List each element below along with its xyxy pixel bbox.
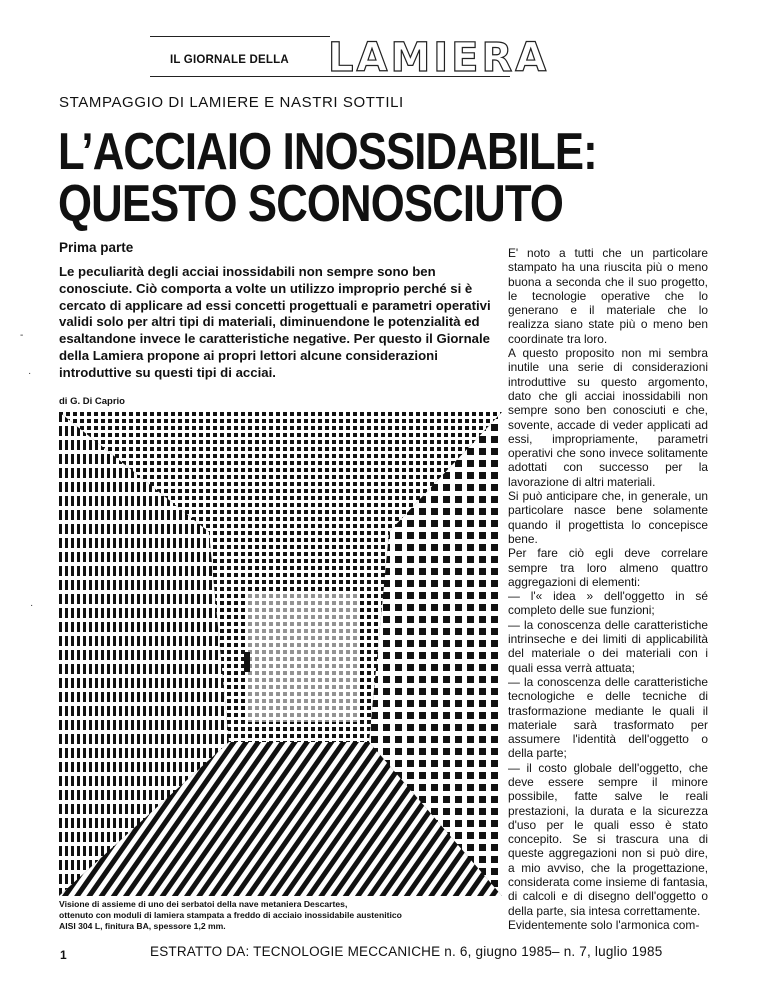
author-byline: di G. Di Caprio — [59, 396, 125, 407]
lead-paragraph: Le peculiarità degli acciai inossidabili non sempre sono ben conosciute. Ciò comporta a volte un utilizzo improprio perché si è cercato di applicare ad essi concetti progettuali e parametri operativi validi solo per altri tipi di materiali, diminuendone le potenzialità ed esaltandone invece le caratteristiche negative. Per questo il Giornale della Lamiera propone ai propri lettori alcune considerazioni introduttive su questi tipi di acciai. — [59, 264, 491, 380]
caption-line-2: ottenuto con moduli di lamiera stampata a freddo di acciaio inossidabile austenitico — [59, 910, 402, 920]
body-column — [508, 246, 708, 932]
body-paragraph: — la conoscenza delle caratteristiche intrinseche e dei limiti di applicabilità del materiale o dei materiali con i quali essa verrà attuata; — [508, 617, 708, 675]
part-label: Prima parte — [59, 240, 134, 255]
body-paragraph: — la conoscenza delle caratteristiche tecnologiche e delle tecniche di trasformazione mediante le quali il materiale sarà trasformato per assumere l'identità dell'oggetto o della parte; — [508, 674, 708, 761]
section-title: STAMPAGGIO DI LAMIERE E NASTRI SOTTILI — [59, 94, 404, 111]
journal-label: IL GIORNALE DELLA — [170, 54, 289, 66]
scan-mark: · — [28, 368, 32, 379]
caption-line-1: Visione di assieme di uno dei serbatoi della nave metaniera Descartes, — [59, 899, 348, 909]
body-paragraph: Per fare ciò egli deve correlare sempre tra loro almeno quattro aggregazioni di elementi: — [508, 546, 708, 589]
tank-interior-photo — [59, 412, 502, 896]
masthead — [150, 34, 550, 81]
photo-caption — [59, 899, 504, 932]
page-number: 1 — [60, 948, 67, 962]
body-paragraph: — il costo globale dell'oggetto, che deve essere sempre il minore possibile, fatte salve le reali prestazioni, la durata e la sicurezza d'uso per le quali esso è stato concepito. Se si trascura una di queste aggregazioni non si può dire, a mio avviso, che la progettazione, considerata come insieme di fantasia, di calcoli e di disegno dell'oggetto o della parte, sia intesa correttamente. — [508, 760, 708, 918]
body-paragraph: — l'« idea » dell'oggetto in sé completo delle sue funzioni; — [508, 589, 708, 618]
scan-mark: - — [20, 330, 24, 341]
caption-line-3: AISI 304 L, finitura BA, spessore 1,2 mm. — [59, 921, 226, 931]
scan-mark: · — [30, 600, 34, 611]
headline — [58, 123, 597, 233]
headline-line-1: L’ACCIAIO INOSSIDABILE: — [58, 123, 597, 181]
lamiera-logo: LAMIERA — [328, 35, 550, 81]
masthead-rule-top — [150, 36, 330, 37]
body-paragraph: E' noto a tutti che un particolare stampato ha una riuscita più o meno buona a seconda che il suo progetto, le tecnologie operative che lo generano e il materiale che lo realizza siano state più o meno ben coordinate tra loro. — [508, 246, 708, 346]
body-paragraph: Evidentemente solo l'armonica com- — [508, 917, 700, 932]
footer-source: ESTRATTO DA: TECNOLOGIE MECCANICHE n. 6, giugno 1985– n. 7, luglio 1985 — [150, 944, 663, 959]
masthead-rule-bottom — [150, 76, 510, 77]
headline-line-2: QUESTO SCONOSCIUTO — [58, 175, 564, 233]
body-paragraph: A questo proposito non mi sembra inutile una serie di considerazioni introduttive su questo argomento, dato che gli acciai inossidabili non sempre sono ben conosciuti e che, sovente, accade di veder applicati ad essi, impropriamente, parametri operativi che sono invece solitamente adottati con successo per la lavorazione di altri materiali. — [508, 346, 708, 489]
body-paragraph: Si può anticipare che, in generale, un particolare nasce bene solamente quando il progettista lo concepisce bene. — [508, 489, 708, 546]
